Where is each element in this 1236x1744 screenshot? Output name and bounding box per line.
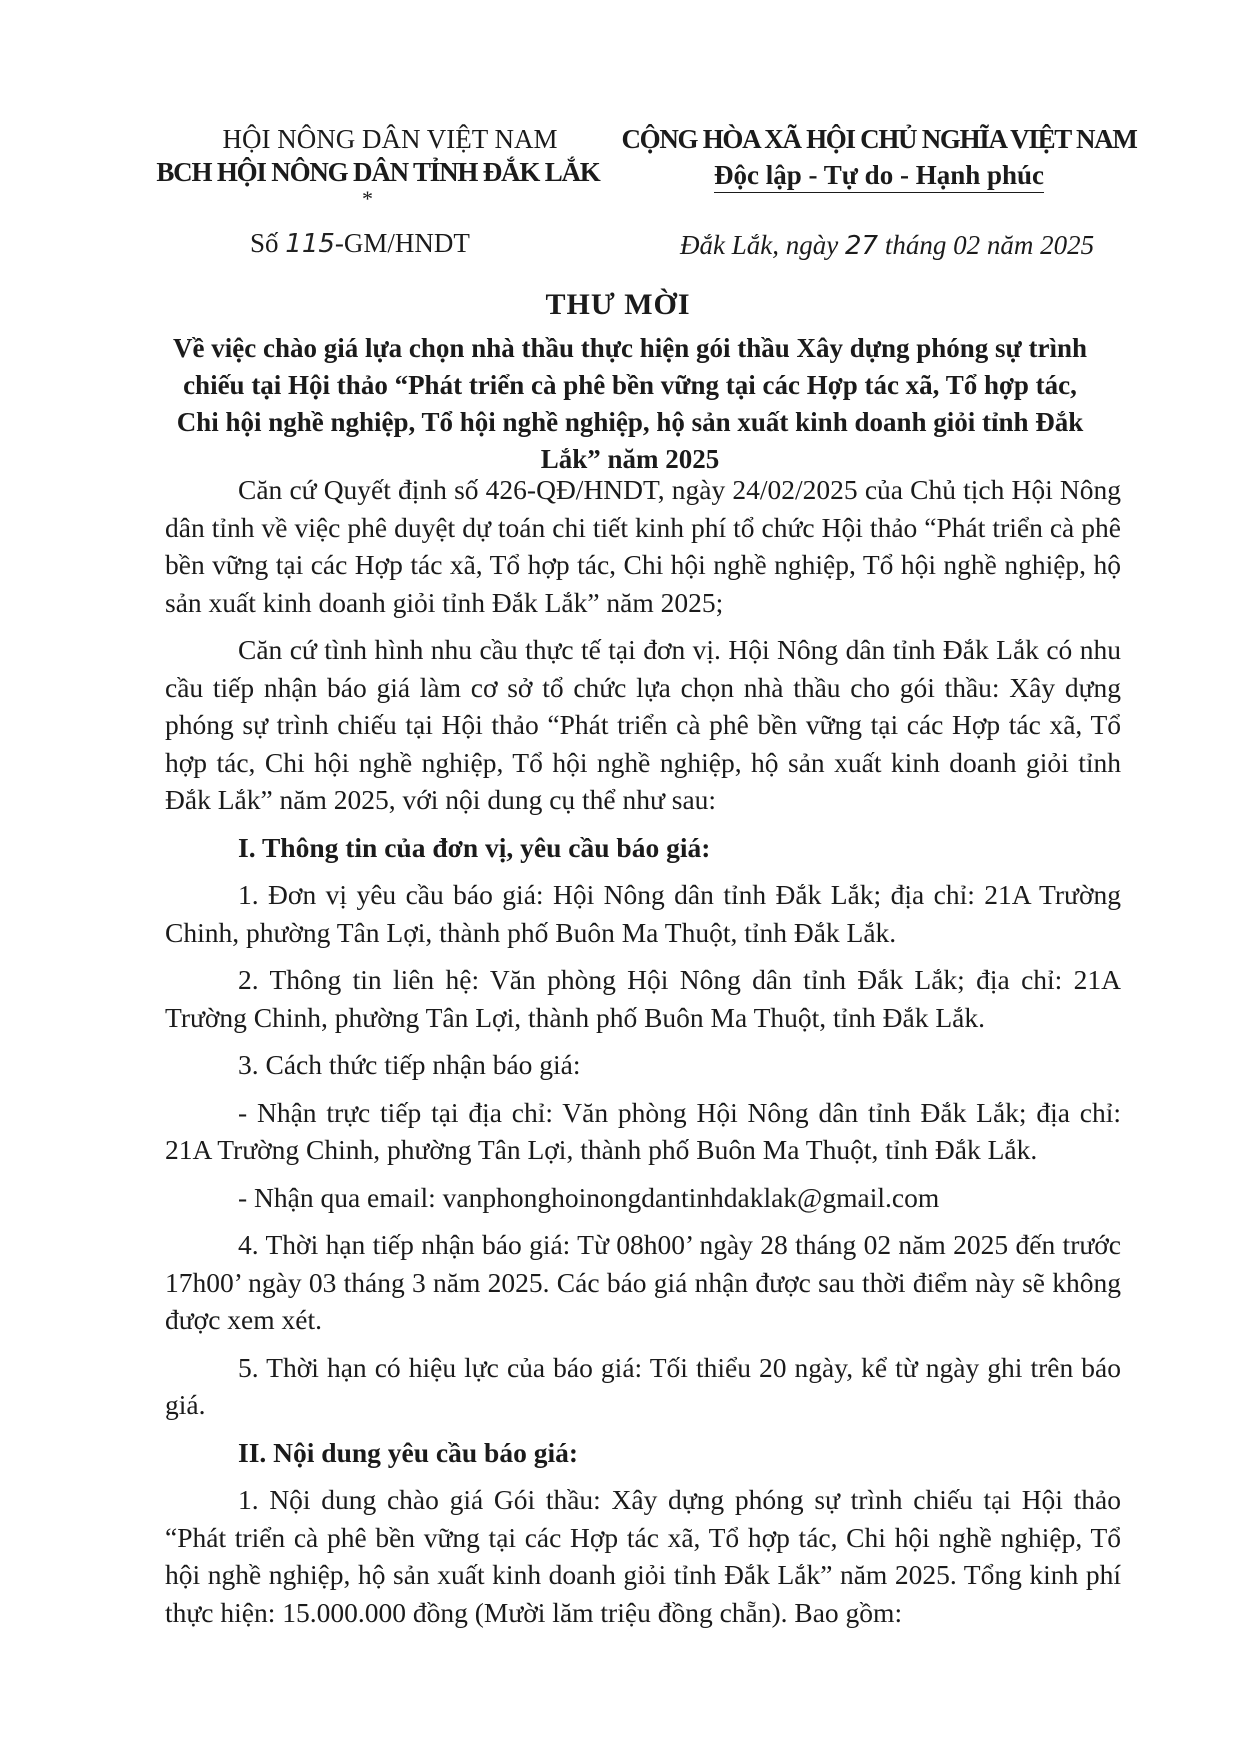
national-motto-text: Độc lập - Tự do - Hạnh phúc — [714, 160, 1044, 193]
document-title: THƯ MỜI — [545, 288, 691, 321]
doc-number-prefix: Số — [250, 228, 286, 258]
section1-item-2: 2. Thông tin liên hệ: Văn phòng Hội Nông dân tỉnh Đắk Lắk; địa chỉ: 21A Trường Chinh, phường Tân Lợi, thành phố Buôn Ma Thuột, tỉnh Đắk Lắk. — [165, 964, 1121, 1033]
paragraph-needs: Căn cứ tình hình nhu cầu thực tế tại đơn vị. Hội Nông dân tỉnh Đắk Lắk có nhu cầu tiếp nhận báo giá làm cơ sở tổ chức lựa chọn nhà thầu cho gói thầu: Xây dựng phóng sự trình chiếu tại Hội thảo “Phát triển cà phê bền vững tại các Hợp tác xã, Tổ hợp tác, Chi hội nghề nghiệp, Tổ hội nghề nghiệp, hộ sản xuất kinh doanh giỏi tỉnh Đắk Lắk” năm 2025, với nội dung cụ thể như sau: — [165, 634, 1121, 815]
doc-number-handwritten: 115 — [285, 229, 335, 259]
section1-item-3: 3. Cách thức tiếp nhận báo giá: — [238, 1049, 581, 1080]
document-number — [250, 228, 470, 259]
section-heading-2: II. Nội dung yêu cầu báo giá: — [238, 1436, 579, 1468]
document-subtitle: Về việc chào giá lựa chọn nhà thầu thực hiện gói thầu Xây dựng phóng sự trình chiếu tại Hội thảo “Phát triển cà phê bền vững tại các Hợp tác xã, Tổ hợp tác, Chi hội nghề nghiệp, Tổ hội nghề nghiệp, hộ sản xuất kinh doanh giỏi tỉnh Đắk Lắk” năm 2025 — [173, 333, 1087, 474]
place-date-suffix: tháng 02 năm 2025 — [878, 230, 1095, 260]
section1-item-3a: - Nhận trực tiếp tại địa chỉ: Văn phòng Hội Nông dân tỉnh Đắk Lắk; địa chỉ: 21A Trường Chinh, phường Tân Lợi, thành phố Buôn Ma Thuột, tỉnh Đắk Lắk. — [165, 1096, 1121, 1165]
section2-item-1: 1. Nội dung chào giá Gói thầu: Xây dựng phóng sự trình chiếu tại Hội thảo “Phát triển cà phê bền vững tại các Hợp tác xã, Tổ hợp tác, Chi hội nghề nghiệp, Tổ hội nghề nghiệp, hộ sản xuất kinh doanh giỏi tỉnh Đắk Lắk” năm 2025. Tổng kinh phí thực hiện: 15.000.000 đồng (Mười lăm triệu đồng chẵn). Bao gồm: — [165, 1484, 1121, 1628]
document-body — [165, 471, 1121, 1631]
national-motto — [614, 160, 1144, 191]
place-date-prefix: Đắk Lắk, ngày — [680, 230, 845, 260]
section1-item-1: 1. Đơn vị yêu cầu báo giá: Hội Nông dân tỉnh Đắk Lắk; địa chỉ: 21A Trường Chinh, phường Tân Lợi, thành phố Buôn Ma Thuột, tỉnh Đắk Lắk. — [165, 879, 1121, 948]
paragraph-legal-basis: Căn cứ Quyết định số 426-QĐ/HNDT, ngày 24/02/2025 của Chủ tịch Hội Nông dân tỉnh về việc phê duyệt dự toán chi tiết kinh phí tổ chức Hội thảo “Phát triển cà phê bền vững tại các Hợp tác xã, Tổ hợp tác, Chi hội nghề nghiệp, Tổ hội nghề nghiệp, hộ sản xuất kinh doanh giỏi tỉnh Đắk Lắk” năm 2025; — [165, 474, 1121, 618]
place-date-day-handwritten: 27 — [844, 231, 879, 261]
org-star-mark: * — [362, 186, 373, 211]
org-name-line2: BCH HỘI NÔNG DÂN TỈNH ĐẮK LẮK — [156, 157, 600, 187]
section1-item-5: 5. Thời hạn có hiệu lực của báo giá: Tối thiểu 20 ngày, kể từ ngày ghi trên báo giá. — [165, 1351, 1121, 1420]
org-name-line1: HỘI NÔNG DÂN VIỆT NAM — [222, 124, 558, 154]
section-heading-1: I. Thông tin của đơn vị, yêu cầu báo giá: — [238, 831, 711, 863]
national-title: CỘNG HÒA XÃ HỘI CHỦ NGHĨA VIỆT NAM — [621, 124, 1137, 154]
doc-number-suffix: -GM/HNDT — [334, 228, 470, 258]
section1-item-4: 4. Thời hạn tiếp nhận báo giá: Từ 08h00’ ngày 28 tháng 02 năm 2025 đến trước 17h00’ ngày 03 tháng 3 năm 2025. Các báo giá nhận được sau thời điểm này sẽ không được xem xét. — [165, 1229, 1121, 1335]
place-and-date — [680, 230, 1094, 261]
section1-item-3b-email: - Nhận qua email: vanphonghoinongdantinhdaklak@gmail.com — [238, 1181, 940, 1213]
